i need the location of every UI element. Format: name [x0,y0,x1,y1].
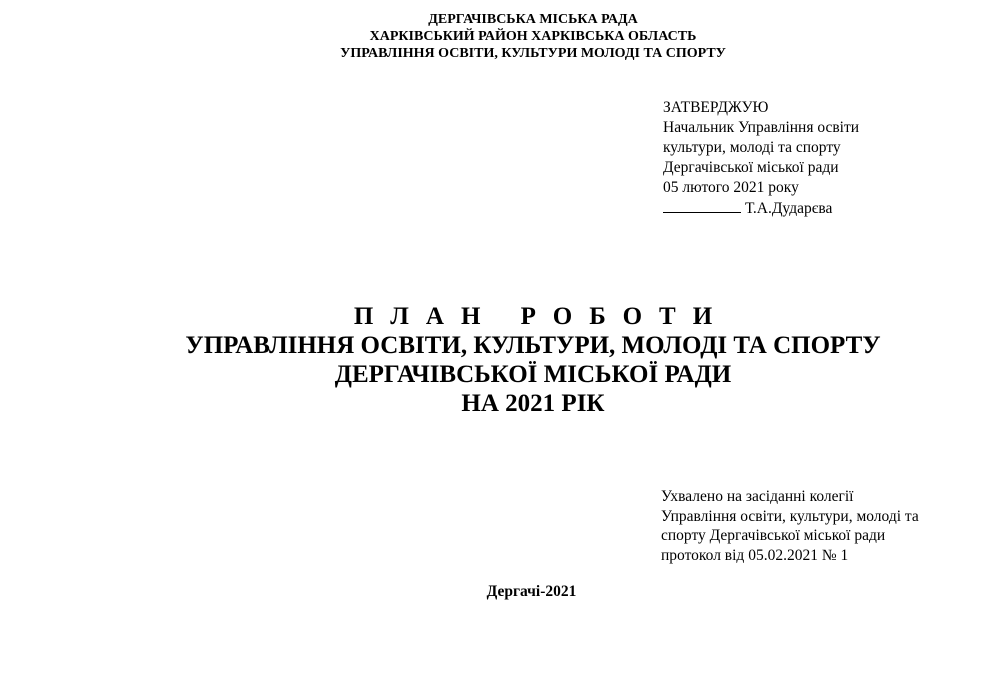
adoption-line1: Ухвалено на засіданні колегії [661,488,854,505]
header-council-name: ДЕРГАЧІВСЬКА МІСЬКА РАДА [428,12,638,27]
signature-line [663,198,741,213]
title-council: ДЕРГАЧІВСЬКОЇ МІСЬКОЇ РАДИ [334,361,732,388]
approval-date: 05 лютого 2021 року [663,179,799,196]
title-year: НА 2021 РІК [461,390,605,417]
header-department: УПРАВЛІННЯ ОСВІТИ, КУЛЬТУРИ МОЛОДІ ТА СПОРТУ [340,46,726,61]
approval-heading: ЗАТВЕРДЖУЮ [663,99,769,116]
place-year: Дергачі-2021 [486,583,577,600]
approval-position-line3: Дергачівської міської ради [663,159,839,176]
document-title [0,302,1005,418]
document-header [0,11,1005,62]
approval-signature-row [663,198,859,219]
approval-position-line1: Начальник Управління освіти [663,119,860,136]
title-plan: ПЛАН РОБОТИ [353,303,730,330]
adoption-line2: Управління освіти, культури, молоді та [661,507,919,525]
title-department: УПРАВЛІННЯ ОСВІТИ, КУЛЬТУРИ, МОЛОДІ ТА СПОРТУ [185,332,881,359]
header-region: ХАРКІВСЬКИЙ РАЙОН ХАРКІВСЬКА ОБЛАСТЬ [369,29,697,44]
adoption-block [661,487,919,565]
adoption-line3: спорту Дергачівської міської ради [661,527,886,544]
approval-signatory: Т.А.Дударєва [745,200,833,217]
approval-block [663,98,859,219]
approval-position-line2: культури, молоді та спорту [663,139,841,156]
adoption-protocol: протокол від 05.02.2021 № 1 [661,546,849,564]
